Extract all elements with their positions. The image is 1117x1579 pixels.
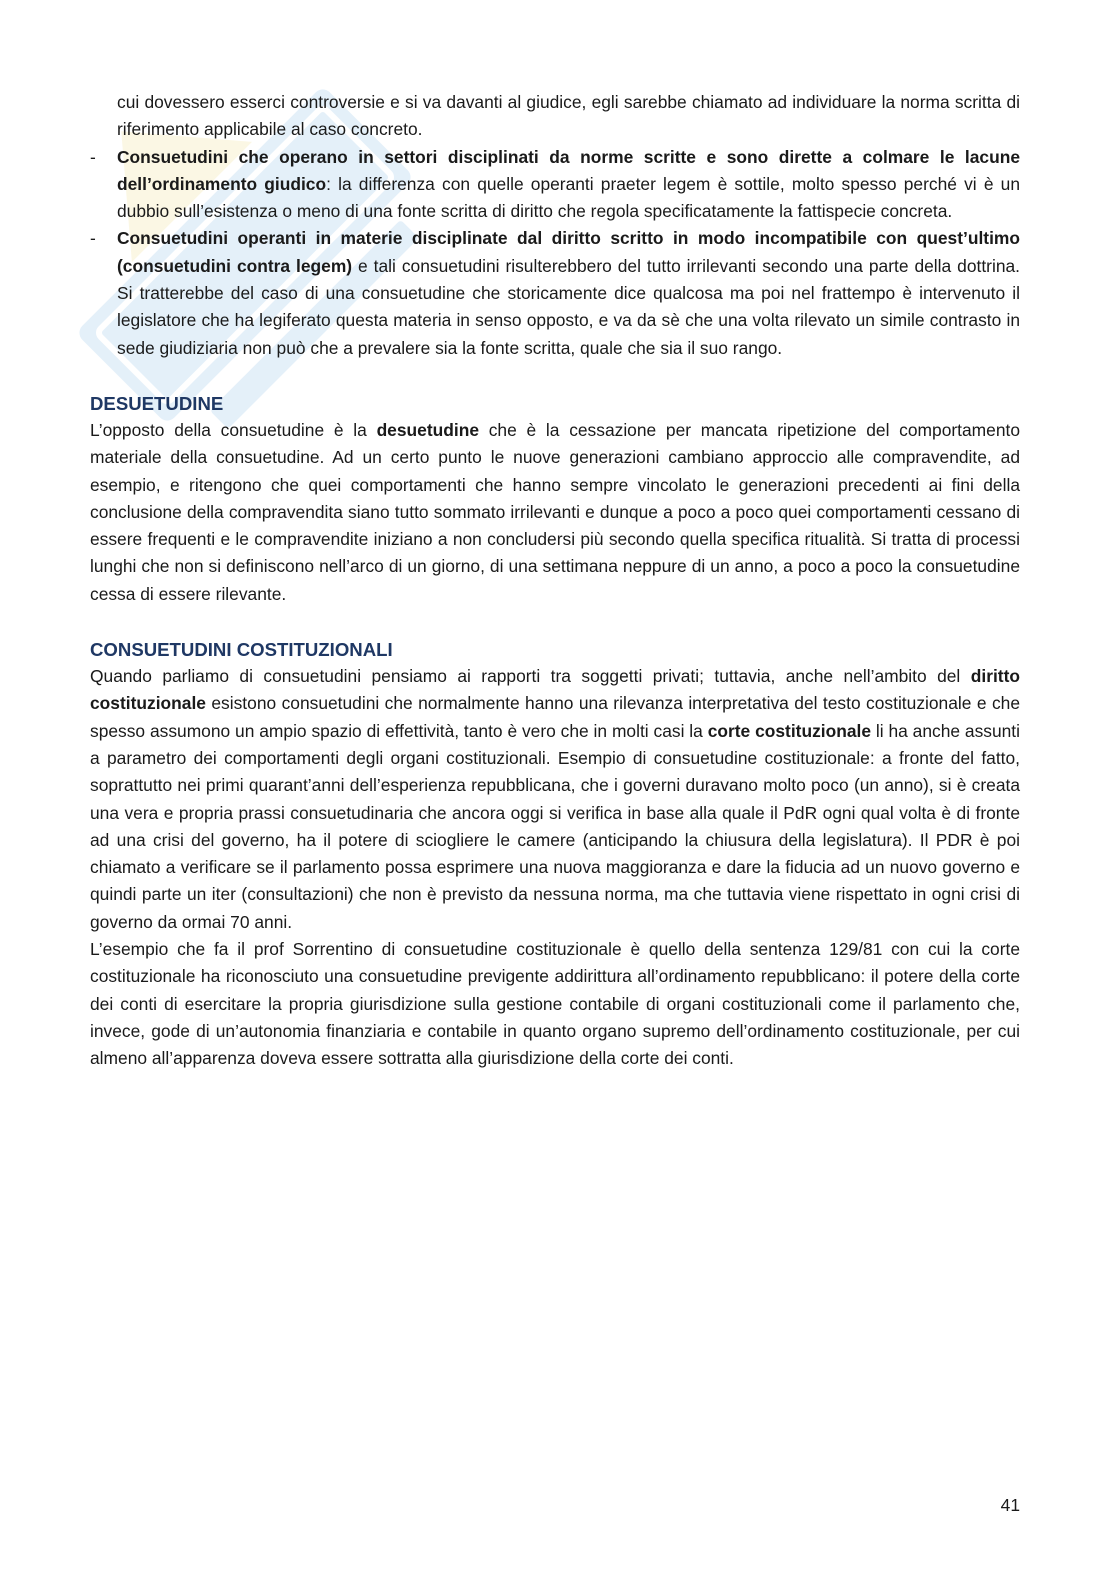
bullet-text: e tali consuetudini risulterebbero del tutto irrilevanti secondo una parte della dottrina. Si tratterebbe del caso di una consuetudine che storicamente dice qualcosa ma poi nel frattempo è intervenuto il legislatore che ha legiferato questa materia in senso opposto, e va da sè che una volta rilevato un simile contrasto in sede giudiziaria non può che a prevalere sia la fonte scritta, quale che sia il suo rango. <box>117 255 1020 358</box>
costituzionali-paragraph-2: L’esempio che fa il prof Sorrentino di consuetudine costituzionale è quello della sentenza 129/81 con cui la corte costituzionale ha riconosciuto una consuetudine previgente addirittura all’ordinamento repubblicano: il potere della corte dei conti di esercitare la propria giurisdizione sulla gestione contabile di organi costituzionali come il parlamento che, invece, gode di un’autonomia finanziaria e contabile in quanto organo supremo dell’ordinamento costituzionale, per cui almeno all’apparenza doveva essere sottratta alla giurisdizione della corte dei conti. <box>90 939 1020 1069</box>
bullet-text: : la differenza con quelle operanti praeter legem è sottile, molto spesso perché vi è un dubbio sull’esistenza o meno di una fonte scritta di diritto che regola specificatamente la fattispecie concreta. <box>117 173 1020 222</box>
page-number: 41 <box>1000 1495 1020 1515</box>
list-item <box>90 225 1020 361</box>
intro-continuation: cui dovessero esserci controversie e si va davanti al giudice, egli sarebbe chiamato ad individuare la norma scritta di riferimento applicabile al caso concreto. <box>117 92 1020 140</box>
bullet-dash: - <box>90 146 96 167</box>
bullet-term: Consuetudini che operano in settori disciplinati da norme scritte e sono dirette a colmare le lacune dell’ordinamento giudico <box>117 146 1020 194</box>
text-run: esistono consuetudini che normalmente hanno una rilevanza interpretativa del testo costituzionale e che spesso assumono un ampio spazio di effettività, tanto è vero che in molti casi la <box>90 693 1020 741</box>
list-item <box>90 144 1020 226</box>
heading-consuetudini-costituzionali: CONSUETUDINI COSTITUZIONALI <box>90 639 393 661</box>
desuetudine-paragraph <box>90 417 1020 608</box>
bold-term: diritto costituzionale <box>90 666 1020 714</box>
text-run: li ha anche assunti a parametro dei comportamenti degli organi costituzionali. Esempio di consuetudine costituzionale: a fronte del fatto, soprattutto nei primi quarant’anni dell’esperienza repubblicana, che i governi duravano molto poco (un anno), si è creata una vera e propria prassi consuetudinaria che ancora oggi si verifica in base alla quale il PdR ogni qual volta è di fronte ad una crisi del governo, ha il potere di sciogliere le camere (anticipando la chiusura della legislatura). Il PDR è poi chiamato a verificare se il parlamento possa esprimere una nuova maggioranza e dare la fiducia ad un nuovo governo e quindi parte un iter (consultazioni) che non è previsto da nessuna norma, ma che tuttavia viene rispettato in ogni crisi di governo da ormai 70 anni. <box>90 720 1020 932</box>
bold-term: corte costituzionale <box>707 720 872 741</box>
bullet-term: Consuetudini operanti in materie disciplinate dal diritto scritto in modo incompatibile con quest’ultimo (consuetudini contra legem) <box>117 228 1020 276</box>
text-run: Quando parliamo di consuetudini pensiamo ai rapporti tra soggetti privati; tuttavia, anche nell’ambito del <box>90 666 971 687</box>
text-run: L’opposto della consuetudine è la <box>90 419 377 440</box>
bullet-dash: - <box>90 228 96 249</box>
bullet-list <box>90 144 1020 362</box>
document-page <box>90 89 1020 1073</box>
bold-term: desuetudine <box>376 419 479 440</box>
costituzionali-paragraph-1 <box>90 663 1020 936</box>
heading-desuetudine: DESUETUDINE <box>90 392 224 414</box>
text-run: che è la cessazione per mancata ripetizione del comportamento materiale della consuetudine. Ad un certo punto le nuove generazioni cambiano approccio alle compravendite, ad esempio, e ritengono che quei comportamenti che hanno sempre vincolato le generazioni precedenti ai fini della conclusione della compravendita siano tutto sommato irrilevanti e dunque a poco a poco quei comportamenti cessano di essere frequenti e le compravendite iniziano a non concludersi più secondo quella specifica ritualità. Si tratta di processi lunghi che non si definiscono nell’arco di un giorno, di una settimana neppure di un anno, a poco a poco la consuetudine cessa di essere rilevante. <box>90 419 1021 604</box>
